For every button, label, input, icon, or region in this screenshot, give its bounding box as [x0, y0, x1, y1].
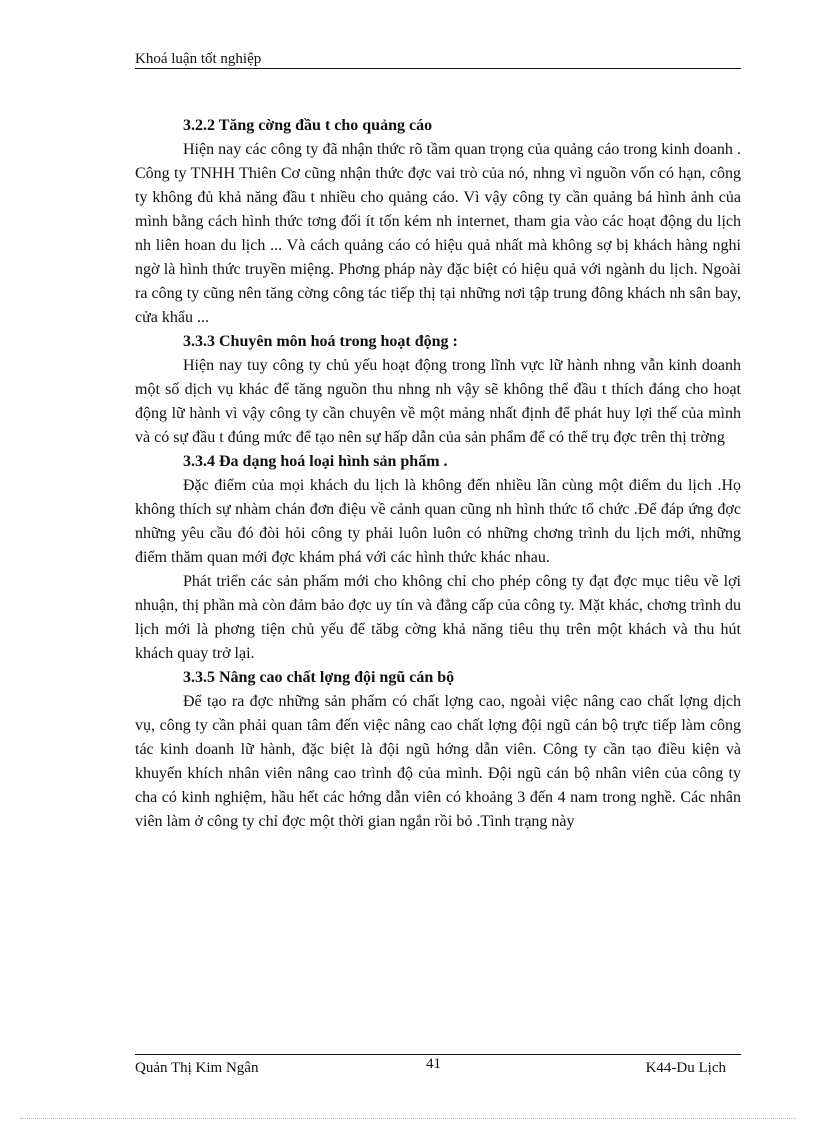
footer-author: Quản Thị Kim Ngân — [135, 1060, 259, 1076]
footer-class: K44-Du Lịch — [645, 1060, 726, 1076]
header-title: Khoá luận tốt nghiệp — [135, 51, 262, 67]
paragraph: Để tạo ra đợc những sản phẩm có chất lợng cao, ngoài việc nâng cao chất lợng dịch vụ, công ty cần phải quan tâm đến việc nâng cao chất lợng đội ngũ cán bộ trực tiếp làm công tác kinh doanh lữ hành, đặc biệt là đội ngũ hớng dẫn viên. Công ty cần tạo điều kiện và khuyến khích nhân viên nâng cao trình độ của mình. Đội ngũ cán bộ nhân viên của công ty cha có kinh nghiệm, hầu hết các hớng dẫn viên có khoảng 3 đến 4 nam trong nghề. Các nhân viên làm ở công ty chỉ đợc một thời gian ngắn rồi bỏ .Tình trạng này — [135, 693, 741, 830]
paragraph: Hiện nay tuy công ty chủ yếu hoạt động trong lĩnh vực lữ hành nhng vẫn kinh doanh một số dịch vụ khác để tăng nguồn thu nhng nh vậy sẽ không thể đầu t thích đáng cho hoạt động lữ hành vì vậy công ty cần chuyên về một mảng nhất định để phát huy lợi thế của mình và có sự đầu t đúng mức để tạo nên sự hấp dẫn của sản phẩm để có thể trụ đợc trên thị trờng — [135, 357, 741, 446]
section-heading: 3.3.4 Đa dạng hoá loại hình sản phẩm . — [183, 453, 448, 470]
section-heading: 3.3.5 Nâng cao chất lợng đội ngũ cán bộ — [183, 669, 455, 686]
paragraph: Hiện nay các công ty đã nhận thức rõ tầm quan trọng của quảng cáo trong kinh doanh . Công ty TNHH Thiên Cơ cũng nhận thức đợc vai trò của nó, nhng vì nguồn vốn có hạn, công ty không đủ khả năng đầu t nhiều cho quảng cáo. Vì vậy công ty cần quảng bá hình ảnh của mình bằng cách hình thức tơng đối ít tốn kém nh internet, tham gia vào các hoạt động du lịch nh liên hoan du lịch ... Và cách quảng cáo có hiệu quả nhất mà không sợ bị khách hàng nghi ngờ là hình thức truyền miệng. Phơng pháp này đặc biệt có hiệu quả với ngành du lịch. Ngoài ra công ty cũng nên tăng cờng công tác tiếp thị tại những nơi tập trung đông khách nh sân bay, cửa khẩu ... — [135, 141, 741, 326]
page-edge-divider — [20, 1118, 796, 1119]
page-number: 41 — [426, 1056, 441, 1072]
paragraph: Đặc điểm của mọi khách du lịch là không đến nhiều lần cùng một điểm du lịch .Họ không thích sự nhàm chán đơn điệu về cảnh quan cũng nh hình thức tổ chức .Để đáp ứng đợc những yêu cầu đó đòi hỏi công ty phải luôn luôn có những chơng trình du lịch mới, những điểm thăm quan mới đợc khám phá với các hình thức khác nhau. — [135, 477, 741, 566]
page-header — [135, 50, 741, 69]
section-heading: 3.2.2 Tăng cờng đầu t cho quảng cáo — [183, 117, 433, 134]
document-body — [135, 114, 741, 834]
section-heading: 3.3.3 Chuyên môn hoá trong hoạt động : — [183, 333, 458, 350]
footer-divider — [135, 1054, 741, 1055]
paragraph: Phát triển các sản phẩm mới cho không chỉ cho phép công ty đạt đợc mục tiêu về lợi nhuận, thị phần mà còn đảm bảo đợc uy tín và đẳng cấp của công ty. Mặt khác, chơng trình du lịch mới là phơng tiện chủ yếu để tăbg cờng khả năng tiêu thụ trên một khách và thu hút khách quay trở lại. — [135, 573, 741, 662]
